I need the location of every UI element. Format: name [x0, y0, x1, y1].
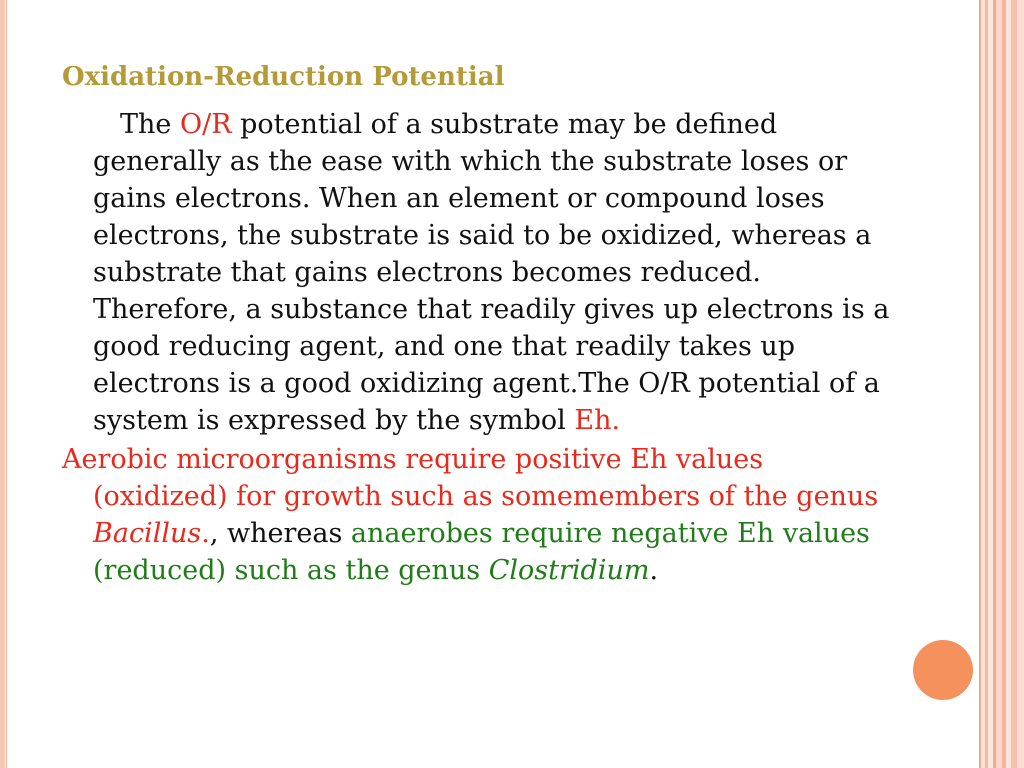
- paragraph-microorganisms: [62, 441, 902, 589]
- decorative-circle: [913, 640, 973, 700]
- text-segment: .: [201, 518, 210, 549]
- highlight-or-term: O/R: [179, 109, 232, 140]
- text-segment: , whereas: [209, 518, 351, 549]
- text-segment: The: [120, 109, 180, 140]
- genus-clostridium: Clostridium: [488, 555, 650, 586]
- text-segment: potential of a substrate may be defined generally as the ease with which the substrate loses or gains electrons. When an element or compound loses electrons, the substrate is said to be oxidized, whereas a substrate that gains electrons becomes reduced. Therefore, a substance that readily gives up electrons is a good reducing agent, and one that readily takes up electrons is a good oxidizing agent.The O/R potential of a system is expressed by the symbol: [93, 109, 890, 436]
- slide-title: Oxidation-Reduction Potential: [62, 62, 505, 92]
- aerobic-text: Aerobic microorganisms require positive Eh values (oxidized) for growth such as somemembers of the genus: [62, 444, 879, 512]
- right-decorative-stripes: [979, 0, 1024, 768]
- anaerobes-text: anaerobes require negative Eh values (reduced) such as the genus: [93, 518, 870, 586]
- stripe: [1017, 0, 1024, 768]
- left-border: [0, 0, 5, 768]
- highlight-eh-term: Eh.: [574, 405, 621, 436]
- slide-content: [62, 58, 902, 589]
- paragraph-or-potential: [62, 106, 902, 439]
- text-segment: .: [649, 555, 659, 586]
- genus-bacillus: Bacillus: [93, 518, 202, 549]
- left-border-line: [6, 0, 7, 768]
